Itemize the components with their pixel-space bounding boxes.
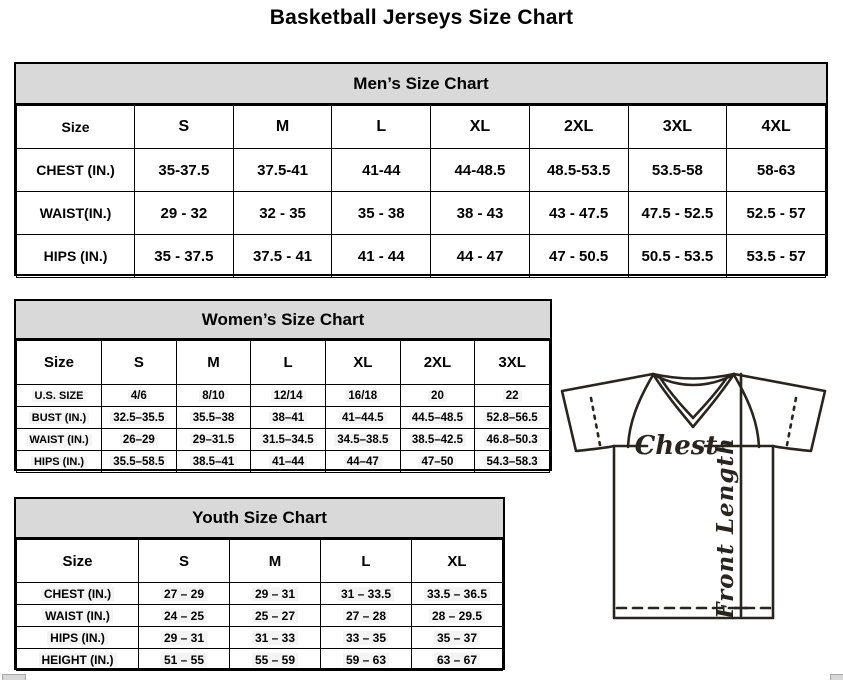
size-value-cell: 33.5 – 36.5: [412, 583, 503, 605]
collar-back-line: [653, 374, 734, 379]
size-value-cell: 38.5–41: [176, 451, 251, 473]
size-value-cell: 52.5 - 57: [727, 192, 826, 235]
table-row: [17, 649, 503, 671]
size-value-cell: 53.5 - 57: [727, 235, 826, 278]
table-row: [17, 451, 550, 473]
column-header: Size: [17, 540, 139, 583]
jersey-measurement-diagram: [552, 360, 842, 628]
size-value-cell: 41–44.5: [325, 407, 400, 429]
size-value-cell: 38–41: [251, 407, 326, 429]
column-header: L: [321, 540, 412, 583]
row-label: U.S. SIZE: [17, 385, 102, 407]
row-label: BUST (IN.): [17, 407, 102, 429]
table-row: [17, 627, 503, 649]
size-value-cell: 63 – 67: [412, 649, 503, 671]
size-value-cell: 38 - 43: [431, 192, 530, 235]
row-label: CHEST (IN.): [17, 583, 139, 605]
size-value-cell: 29–31.5: [176, 429, 251, 451]
column-header: 3XL: [475, 341, 550, 385]
size-value-cell: 35-37.5: [135, 149, 234, 192]
size-value-cell: 47.5 - 52.5: [628, 192, 727, 235]
size-value-cell: 31.5–34.5: [251, 429, 326, 451]
mens-size-chart: [14, 62, 828, 276]
size-value-cell: 32 - 35: [233, 192, 332, 235]
row-label: HIPS (IN.): [17, 235, 135, 278]
size-value-cell: 41-44: [332, 149, 431, 192]
size-value-cell: 35 - 37.5: [135, 235, 234, 278]
size-value-cell: 29 – 31: [139, 627, 230, 649]
size-value-cell: 31 – 33.5: [321, 583, 412, 605]
womens-size-chart: [14, 299, 552, 471]
size-value-cell: 28 – 29.5: [412, 605, 503, 627]
table-row: [17, 583, 503, 605]
womens-size-table: [16, 340, 550, 473]
mens-size-table: [16, 105, 826, 278]
size-value-cell: 44 - 47: [431, 235, 530, 278]
table-row: [17, 149, 826, 192]
size-value-cell: 51 – 55: [139, 649, 230, 671]
page-title: Basketball Jerseys Size Chart: [269, 6, 574, 29]
table-row: [17, 605, 503, 627]
column-header: L: [332, 106, 431, 149]
size-value-cell: 22: [475, 385, 550, 407]
row-label: HIPS (IN.): [17, 451, 102, 473]
size-value-cell: 37.5-41: [233, 149, 332, 192]
size-value-cell: 12/14: [251, 385, 326, 407]
youth-chart-title: Youth Size Chart: [16, 499, 503, 539]
column-header: L: [251, 341, 326, 385]
youth-size-chart: [14, 497, 505, 670]
left-cuff-dashed-line: [591, 398, 600, 445]
size-value-cell: 53.5-58: [628, 149, 727, 192]
mens-chart-title: Men’s Size Chart: [16, 64, 826, 105]
size-value-cell: 35 – 37: [412, 627, 503, 649]
table-row: [17, 429, 550, 451]
size-value-cell: 44.5–48.5: [400, 407, 475, 429]
size-value-cell: 35 - 38: [332, 192, 431, 235]
size-value-cell: 8/10: [176, 385, 251, 407]
size-value-cell: 44-48.5: [431, 149, 530, 192]
size-value-cell: 27 – 29: [139, 583, 230, 605]
size-value-cell: 47 - 50.5: [529, 235, 628, 278]
column-header: 2XL: [400, 341, 475, 385]
size-value-cell: 33 – 35: [321, 627, 412, 649]
size-value-cell: 46.8–50.3: [475, 429, 550, 451]
size-value-cell: 26–29: [102, 429, 177, 451]
table-row: [17, 385, 550, 407]
size-header-row: [17, 341, 550, 385]
column-header: M: [176, 341, 251, 385]
column-header: 4XL: [727, 106, 826, 149]
column-header: S: [102, 341, 177, 385]
scrollbar-corner-right[interactable]: [830, 674, 843, 680]
column-header: M: [230, 540, 321, 583]
size-value-cell: 4/6: [102, 385, 177, 407]
size-value-cell: 24 – 25: [139, 605, 230, 627]
size-value-cell: 27 – 28: [321, 605, 412, 627]
table-row: [17, 192, 826, 235]
size-value-cell: 41 - 44: [332, 235, 431, 278]
size-value-cell: 25 – 27: [230, 605, 321, 627]
column-header: XL: [431, 106, 530, 149]
front-length-label: Front Length: [712, 437, 739, 619]
column-header: XL: [325, 341, 400, 385]
table-row: [17, 407, 550, 429]
size-value-cell: 59 – 63: [321, 649, 412, 671]
chest-label: Chest: [634, 431, 718, 461]
column-header: M: [233, 106, 332, 149]
row-label: WAIST (IN.): [17, 605, 139, 627]
column-header: 2XL: [529, 106, 628, 149]
size-header-row: [17, 540, 503, 583]
size-value-cell: 16/18: [325, 385, 400, 407]
size-value-cell: 35.5–58.5: [102, 451, 177, 473]
size-value-cell: 38.5–42.5: [400, 429, 475, 451]
column-header: S: [135, 106, 234, 149]
size-value-cell: 48.5-53.5: [529, 149, 628, 192]
column-header: Size: [17, 106, 135, 149]
size-value-cell: 20: [400, 385, 475, 407]
row-label: HIPS (IN.): [17, 627, 139, 649]
row-label: WAIST(IN.): [17, 192, 135, 235]
column-header: XL: [412, 540, 503, 583]
scrollbar-corner-left[interactable]: [2, 674, 26, 680]
right-cuff-dashed-line: [787, 398, 796, 445]
size-value-cell: 47–50: [400, 451, 475, 473]
row-label: WAIST (IN.): [17, 429, 102, 451]
youth-size-table: [16, 539, 503, 671]
size-value-cell: 43 - 47.5: [529, 192, 628, 235]
right-armhole-seam: [734, 375, 759, 447]
size-value-cell: 31 – 33: [230, 627, 321, 649]
size-value-cell: 55 – 59: [230, 649, 321, 671]
size-value-cell: 35.5–38: [176, 407, 251, 429]
size-value-cell: 41–44: [251, 451, 326, 473]
column-header: Size: [17, 341, 102, 385]
size-header-row: [17, 106, 826, 149]
size-value-cell: 32.5–35.5: [102, 407, 177, 429]
size-value-cell: 52.8–56.5: [475, 407, 550, 429]
row-label: HEIGHT (IN.): [17, 649, 139, 671]
size-value-cell: 50.5 - 53.5: [628, 235, 727, 278]
row-label: CHEST (IN.): [17, 149, 135, 192]
column-header: S: [139, 540, 230, 583]
size-value-cell: 54.3–58.3: [475, 451, 550, 473]
size-value-cell: 37.5 - 41: [233, 235, 332, 278]
jersey-outline: [562, 374, 825, 618]
table-row: [17, 235, 826, 278]
size-value-cell: 44–47: [325, 451, 400, 473]
column-header: 3XL: [628, 106, 727, 149]
size-value-cell: 34.5–38.5: [325, 429, 400, 451]
size-value-cell: 29 - 32: [135, 192, 234, 235]
womens-chart-title: Women’s Size Chart: [16, 301, 550, 340]
size-value-cell: 29 – 31: [230, 583, 321, 605]
size-value-cell: 58-63: [727, 149, 826, 192]
